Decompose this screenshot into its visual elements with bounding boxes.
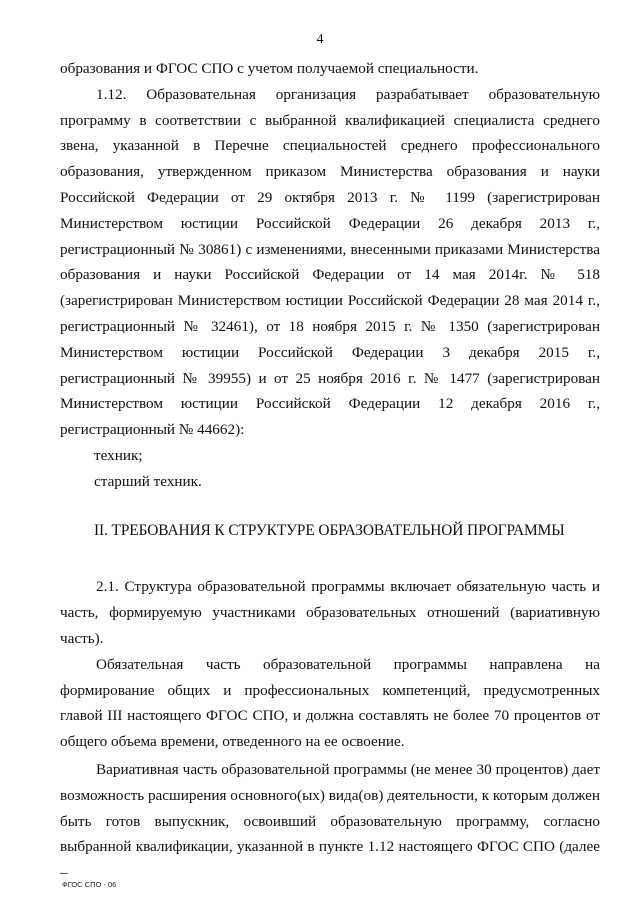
qualification-item-senior-technician: старший техник. xyxy=(94,472,202,490)
qualification-item-technician: техник; xyxy=(94,446,143,464)
section-heading: II. ТРЕБОВАНИЯ К СТРУКТУРЕ ОБРАЗОВАТЕЛЬНОЙ ПРОГРАММЫ xyxy=(94,521,565,539)
paragraph-variable-part: Вариативная часть образовательной программы (не менее 30 процентов) дает возможность расширения основного(ых) вида(ов) деятельности, к которым должен быть готов выпускник, освоивший образовательную программу, согласно выбранной квалификации, указанной в пункте 1.12 настоящего ФГОС СПО (далее – xyxy=(60,760,600,882)
page-number: 4 xyxy=(316,32,324,47)
footer-code: ФГОС СПО - 06 xyxy=(62,880,117,889)
document-body xyxy=(60,56,600,886)
paragraph-mandatory-part: Обязательная часть образовательной программы направлена на формирование общих и профессиональных компетенций, предусмотренных главой III настоящего ФГОС СПО, и должна составлять не более 70 процентов от общего объема времени, отведенного на ее освоение. xyxy=(60,655,600,751)
paragraph-continuation: образования и ФГОС СПО с учетом получаемой специальности. xyxy=(60,60,479,77)
paragraph-1-12: 1.12. Образовательная организация разрабатывает образовательную программу в соответствии с выбранной квалификацией специалиста среднего звена, указанной в Перечне специальностей среднего профессионального образования, утвержденном приказом Министерства образования и науки Российской Федерации от 29 октября 2013 г. № 1199 (зарегистрирован Министерством юстиции Российской Федерации 26 декабря 2013 г., регистрационный № 30861) с изменениями, внесенными приказами Министерства образования и науки Российской Федерации от 14 мая 2014г. № 518 (зарегистрирован Министерством юстиции Российской Федерации 28 мая 2014 г., регистрационный № 32461), от 18 ноября 2015 г. № 1350 (зарегистрирован Министерством юстиции Российской Федерации 3 декабря 2015 г., регистрационный № 39955) и от 25 ноября 2016 г. № 1477 (зарегистрирован Министерством юстиции Российской Федерации 12 декабря 2016 г., регистрационный № 44662): xyxy=(60,85,600,439)
paragraph-2-1: 2.1. Структура образовательной программы включает обязательную часть и часть, формируемую участниками образовательных отношений (вариативную часть). xyxy=(60,578,600,647)
